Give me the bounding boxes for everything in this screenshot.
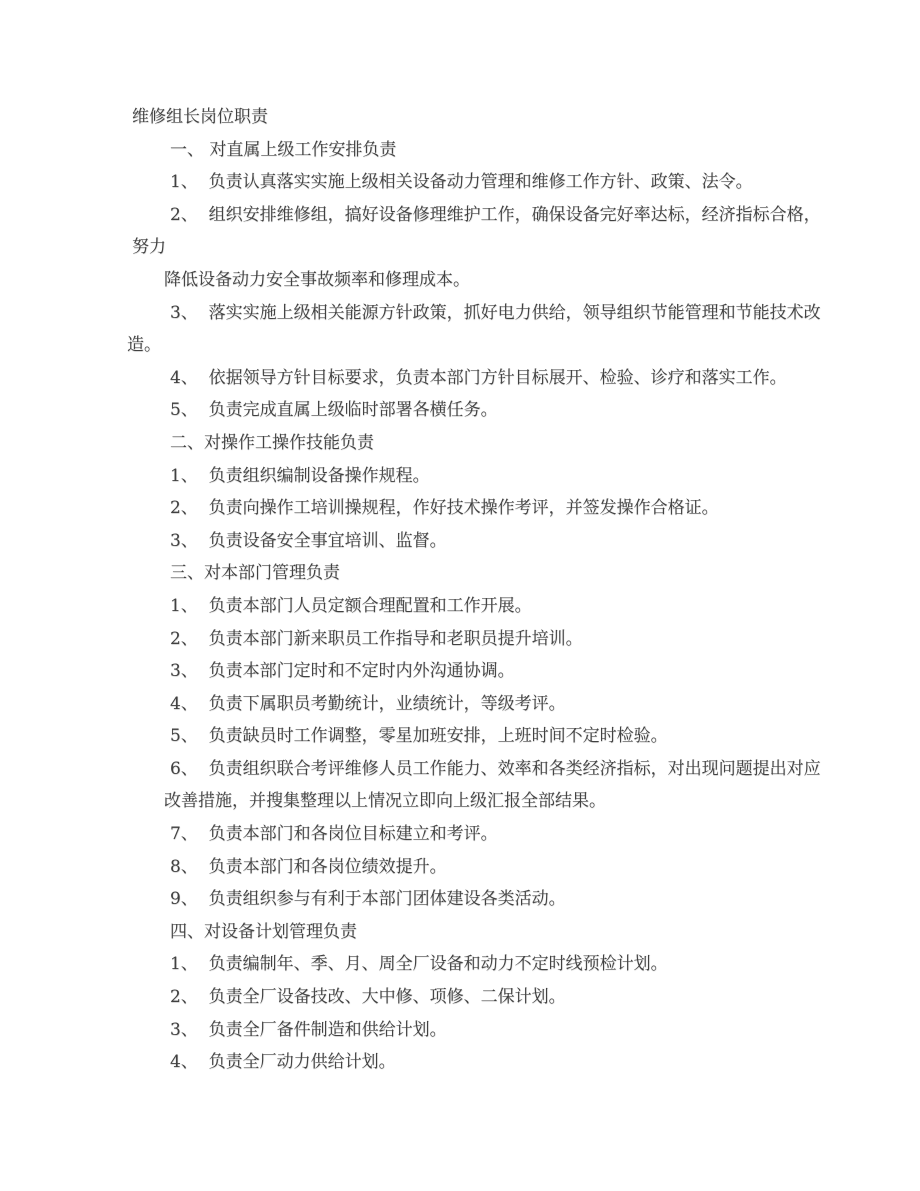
document-line: 3、 负责设备安全事宜培训、监督。 bbox=[170, 530, 447, 551]
document-line: 5、 负责完成直属上级临时部署各横任务。 bbox=[170, 400, 498, 421]
document-line: 2、 负责向操作工培训操规程，作好技术操作考评，并签发操作合格证。 bbox=[170, 498, 719, 519]
document-line: 1、 负责认真落实实施上级相关设备动力管理和维修工作方针、政策、法令。 bbox=[170, 172, 753, 193]
document-line: 7、 负责本部门和各岗位目标建立和考评。 bbox=[170, 824, 498, 845]
document-line: 2、 负责本部门新来职员工作指导和老职员提升培训。 bbox=[170, 628, 583, 649]
document-line: 2、 负责全厂设备技改、大中修、项修、二保计划。 bbox=[170, 987, 566, 1008]
document-line: 4、 依据领导方针目标要求，负责本部门方针目标展开、检验、诊疗和落实工作。 bbox=[170, 367, 787, 388]
document-line: 1、 负责组织编制设备操作规程。 bbox=[170, 465, 430, 486]
document-line: 降低设备动力安全事故频率和修理成本。 bbox=[164, 269, 470, 290]
document-line: 4、 负责下属职员考勤统计，业绩统计，等级考评。 bbox=[170, 693, 566, 714]
document-lines bbox=[127, 134, 832, 1079]
document-line: 6、 负责组织联合考评维修人员工作能力、效率和各类经济指标，对出现问题提出对应 bbox=[170, 758, 821, 779]
document-line: 9、 负责组织参与有利于本部门团体建设各类活动。 bbox=[170, 889, 566, 910]
document-body bbox=[127, 101, 832, 1079]
document-line: 4、 负责全厂动力供给计划。 bbox=[170, 1052, 396, 1073]
document-line: 三、对本部门管理负责 bbox=[170, 563, 340, 584]
document-line: 8、 负责本部门和各岗位绩效提升。 bbox=[170, 856, 447, 877]
document-line: 一、 对直属上级工作安排负责 bbox=[170, 139, 397, 160]
document-line: 3、 负责本部门定时和不定时内外沟通协调。 bbox=[170, 661, 515, 682]
document-title: 维修组长岗位职责 bbox=[132, 107, 268, 127]
document-line: 3、 落实实施上级相关能源方针政策，抓好电力供给，领导组织节能管理和节能技术改 bbox=[170, 302, 821, 323]
document-line: 四、对设备计划管理负责 bbox=[170, 921, 357, 942]
document-line: 3、 负责全厂备件制造和供给计划。 bbox=[170, 1019, 447, 1040]
document-line: 二、对操作工操作技能负责 bbox=[170, 432, 374, 453]
document-line: 改善措施，并搜集整理以上情况立即向上级汇报全部结果。 bbox=[164, 791, 606, 812]
document-line: 2、 组织安排维修组，搞好设备修理维护工作，确保设备完好率达标，经济指标合格， bbox=[170, 204, 821, 225]
document-line: 1、 负责本部门人员定额合理配置和工作开展。 bbox=[170, 595, 532, 616]
document-line: 5、 负责缺员时工作调整，零星加班安排，上班时间不定时检验。 bbox=[170, 726, 668, 747]
document-line: 1、 负责编制年、季、月、周全厂设备和动力不定时线预检计划。 bbox=[170, 954, 668, 975]
document-line: 造。 bbox=[127, 335, 161, 356]
document-line: 努力 bbox=[132, 237, 166, 258]
